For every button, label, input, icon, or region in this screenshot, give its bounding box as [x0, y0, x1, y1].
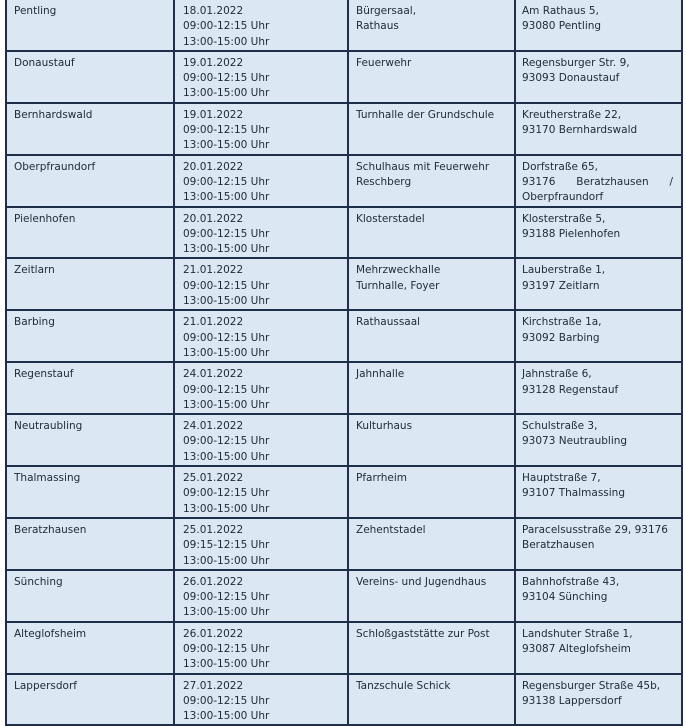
address-street: Regensburger Straße 45b,: [522, 679, 661, 692]
venue-cell: [348, 103, 515, 155]
address-city: 93087 Alteglofsheim: [522, 642, 631, 655]
location-cell: [6, 674, 174, 726]
venue-line: Tanzschule Schick: [356, 679, 451, 692]
date-time-cell: [174, 518, 348, 570]
date: 19.01.2022: [183, 56, 244, 69]
location-cell: [6, 570, 174, 622]
date: 26.01.2022: [183, 575, 244, 588]
address-cell: [515, 310, 682, 362]
venue-line: Klosterstadel: [356, 212, 425, 225]
table-row: [6, 155, 682, 207]
address-street: Kirchstraße 1a,: [522, 316, 602, 329]
time-afternoon: 13:00-15:00 Uhr: [183, 295, 270, 308]
location-cell: [6, 51, 174, 103]
address-cell: [515, 207, 682, 259]
date: 27.01.2022: [183, 679, 244, 692]
location-name: Pentling: [14, 5, 57, 17]
address-city: 93170 Bernhardswald: [522, 124, 638, 137]
address-city-word: 93176: [522, 175, 556, 188]
time-afternoon: 13:00-15:00 Uhr: [183, 139, 270, 152]
time-afternoon: 13:00-15:00 Uhr: [183, 87, 270, 100]
location-name: Lappersdorf: [14, 679, 77, 692]
address-cell: [515, 414, 682, 466]
time-morning: 09:00-12:15 Uhr: [183, 383, 270, 396]
time-morning: 09:00-12:15 Uhr: [183, 642, 270, 655]
location-name: Pielenhofen: [14, 212, 76, 225]
venue-cell: [348, 466, 515, 518]
table-row: [6, 466, 682, 518]
venue-line: Rathaussaal: [356, 316, 421, 329]
table-row: [6, 362, 682, 414]
venue-cell: [348, 207, 515, 259]
date-time-cell: [174, 0, 348, 51]
table-row: [6, 103, 682, 155]
location-name: Zeitlarn: [14, 264, 55, 277]
date-time-cell: [174, 51, 348, 103]
venue-cell: [348, 622, 515, 674]
location-cell: [6, 466, 174, 518]
venue-line: Pfarrheim: [356, 472, 407, 485]
location-name: Bernhardswald: [14, 108, 93, 121]
location-cell: [6, 518, 174, 570]
location-name: Neutraubling: [14, 420, 83, 433]
date: 20.01.2022: [183, 212, 244, 225]
address-street: Schulstraße 3,: [522, 420, 598, 433]
address-street: Kreutherstraße 22,: [522, 108, 622, 121]
venue-line: Jahnhalle: [356, 368, 405, 381]
location-name: Sünching: [14, 575, 63, 588]
location-cell: [6, 310, 174, 362]
table-row: [6, 414, 682, 466]
date-time-cell: [174, 622, 348, 674]
address-cell: [515, 622, 682, 674]
address-street: Landshuter Straße 1,: [522, 627, 633, 640]
location-name: Oberpfraundorf: [14, 160, 96, 173]
venue-line: Schloßgaststätte zur Post: [356, 627, 490, 640]
address-street: Klosterstraße 5,: [522, 212, 606, 225]
location-name: Barbing: [14, 316, 55, 329]
date: 24.01.2022: [183, 420, 244, 433]
time-afternoon: 13:00-15:00 Uhr: [183, 502, 270, 515]
address-street: Lauberstraße 1,: [522, 264, 606, 277]
date-time-cell: [174, 155, 348, 207]
address-city: 93093 Donaustauf: [522, 72, 620, 85]
table-row: [6, 570, 682, 622]
date-time-cell: [174, 466, 348, 518]
venue-line: Kulturhaus: [356, 420, 413, 433]
venue-cell: [348, 258, 515, 310]
time-afternoon: 13:00-15:00 Uhr: [183, 243, 270, 256]
time-afternoon: 13:00-15:00 Uhr: [183, 710, 270, 723]
table-row: [6, 207, 682, 259]
venue-cell: [348, 362, 515, 414]
address-cell: [515, 362, 682, 414]
time-afternoon: 13:00-15:00 Uhr: [183, 606, 270, 619]
address-city: [522, 175, 673, 190]
time-morning: 09:00-12:15 Uhr: [183, 227, 270, 240]
venue-cell: [348, 155, 515, 207]
time-afternoon: 13:00-15:00 Uhr: [183, 398, 270, 411]
location-cell: [6, 103, 174, 155]
address-cell: [515, 570, 682, 622]
address-city: 93104 Sünching: [522, 591, 608, 604]
date-time-cell: [174, 570, 348, 622]
date: 18.01.2022: [183, 5, 244, 17]
location-cell: [6, 155, 174, 207]
location-name: Thalmassing: [14, 472, 81, 485]
location-cell: [6, 0, 174, 51]
time-morning: 09:00-12:15 Uhr: [183, 694, 270, 707]
time-morning: 09:00-12:15 Uhr: [183, 331, 270, 344]
time-afternoon: 13:00-15:00 Uhr: [183, 346, 270, 359]
address-city: 93128 Regenstauf: [522, 383, 619, 396]
time-morning: 09:00-12:15 Uhr: [183, 20, 270, 33]
address-city: 93080 Pentling: [522, 20, 602, 33]
address-city: 93092 Barbing: [522, 331, 600, 344]
location-cell: [6, 414, 174, 466]
date: 20.01.2022: [183, 160, 244, 173]
date: 26.01.2022: [183, 627, 244, 640]
address-street: Am Rathaus 5,: [522, 5, 599, 17]
time-morning: 09:00-12:15 Uhr: [183, 435, 270, 448]
table-row: [6, 622, 682, 674]
location-name: Donaustauf: [14, 56, 75, 69]
address-cell: [515, 155, 682, 207]
location-cell: [6, 362, 174, 414]
time-afternoon: 13:00-15:00 Uhr: [183, 35, 270, 48]
venue-line: Schulhaus mit Feuerwehr: [356, 160, 490, 173]
address-cell: [515, 518, 682, 570]
address-extra: Oberpfraundorf: [522, 191, 604, 204]
date: 25.01.2022: [183, 523, 244, 536]
venue-cell: [348, 570, 515, 622]
date: 19.01.2022: [183, 108, 244, 121]
address-city: 93197 Zeitlarn: [522, 279, 600, 292]
address-cell: [515, 103, 682, 155]
time-afternoon: 13:00-15:00 Uhr: [183, 658, 270, 671]
address-street: Bahnhofstraße 43,: [522, 575, 620, 588]
date: 24.01.2022: [183, 368, 244, 381]
time-afternoon: 13:00-15:00 Uhr: [183, 450, 270, 463]
table-row: [6, 0, 682, 51]
date-time-cell: [174, 207, 348, 259]
venue-line: Mehrzweckhalle: [356, 264, 441, 277]
venue-cell: [348, 310, 515, 362]
time-morning: 09:00-12:15 Uhr: [183, 279, 270, 292]
venue-line: Turnhalle, Foyer: [356, 279, 440, 292]
table-row: [6, 518, 682, 570]
venue-cell: [348, 674, 515, 726]
venue-cell: [348, 518, 515, 570]
venue-line: Rathaus: [356, 20, 399, 33]
time-afternoon: 13:00-15:00 Uhr: [183, 554, 270, 567]
time-morning: 09:00-12:15 Uhr: [183, 175, 270, 188]
time-morning: 09:00-12:15 Uhr: [183, 72, 270, 85]
table-row: [6, 674, 682, 726]
date-time-cell: [174, 362, 348, 414]
address-street: Paracelsusstraße 29, 93176: [522, 523, 668, 536]
location-cell: [6, 258, 174, 310]
address-street: Dorfstraße 65,: [522, 160, 598, 173]
time-morning: 09:00-12:15 Uhr: [183, 487, 270, 500]
venue-line: Feuerwehr: [356, 56, 412, 69]
address-street: Jahnstraße 6,: [522, 368, 592, 381]
location-cell: [6, 207, 174, 259]
address-street: Hauptstraße 7,: [522, 472, 601, 485]
date-time-cell: [174, 258, 348, 310]
table-row: [6, 258, 682, 310]
venue-cell: [348, 51, 515, 103]
location-name: Regenstauf: [14, 368, 74, 381]
table-row: [6, 310, 682, 362]
time-morning: 09:15-12:15 Uhr: [183, 539, 270, 552]
time-morning: 09:00-12:15 Uhr: [183, 124, 270, 137]
address-cell: [515, 466, 682, 518]
venue-cell: [348, 0, 515, 51]
address-city: 93073 Neutraubling: [522, 435, 628, 448]
address-cell: [515, 258, 682, 310]
address-city: 93107 Thalmassing: [522, 487, 626, 500]
venue-line: Turnhalle der Grundschule: [356, 108, 495, 121]
date-time-cell: [174, 103, 348, 155]
address-cell: [515, 51, 682, 103]
location-cell: [6, 622, 174, 674]
address-city: 93188 Pielenhofen: [522, 227, 621, 240]
table-row: [6, 51, 682, 103]
date-time-cell: [174, 414, 348, 466]
address-cell: [515, 0, 682, 51]
address-cell: [515, 674, 682, 726]
venue-line: Reschberg: [356, 175, 412, 188]
date-time-cell: [174, 674, 348, 726]
address-city-word: Beratzhausen: [576, 175, 649, 188]
address-city: Beratzhausen: [522, 539, 595, 552]
address-street: Regensburger Str. 9,: [522, 56, 630, 69]
vaccination-schedule-table: [5, 0, 683, 726]
venue-line: Bürgersaal,: [356, 5, 417, 17]
location-name: Beratzhausen: [14, 523, 87, 536]
location-name: Alteglofsheim: [14, 627, 87, 640]
venue-line: Zehentstadel: [356, 523, 426, 536]
address-city: 93138 Lappersdorf: [522, 694, 622, 707]
date: 21.01.2022: [183, 264, 244, 277]
date: 21.01.2022: [183, 316, 244, 329]
venue-cell: [348, 414, 515, 466]
time-afternoon: 13:00-15:00 Uhr: [183, 191, 270, 204]
date-time-cell: [174, 310, 348, 362]
venue-line: Vereins- und Jugendhaus: [356, 575, 487, 588]
date: 25.01.2022: [183, 472, 244, 485]
address-city-word: /: [669, 175, 673, 188]
time-morning: 09:00-12:15 Uhr: [183, 591, 270, 604]
